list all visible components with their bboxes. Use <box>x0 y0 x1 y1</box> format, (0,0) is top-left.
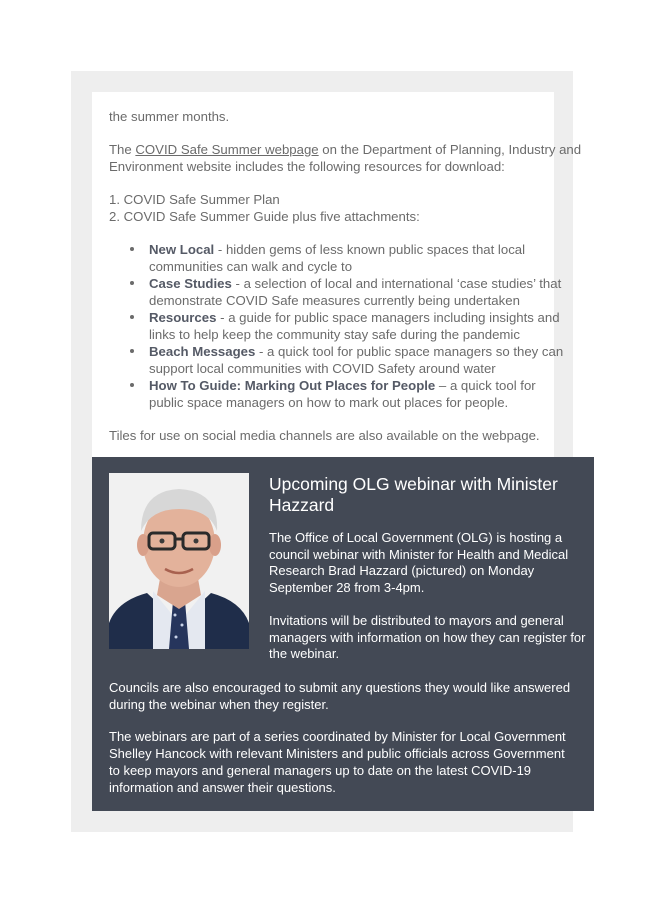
attachments-list <box>109 241 569 411</box>
download-item: 2. COVID Safe Summer Guide plus five attachments: <box>109 209 420 224</box>
webinar-section <box>92 457 594 811</box>
webinar-paragraph: The Office of Local Government (OLG) is hosting a council webinar with Minister for Health and Medical Research Brad Hazzard (pictured) on Monday September 28 from 3-4pm. <box>269 530 569 596</box>
minister-photo <box>109 473 249 649</box>
webinar-paragraph: Councils are also encouraged to submit any questions they would like answered during the webinar when they register. <box>109 680 571 712</box>
minister-portrait-image <box>109 473 249 649</box>
tiles-note: Tiles for use on social media channels are also available on the webpage. <box>109 428 540 443</box>
attachment-item: How To Guide: Marking Out Places for People – a quick tool for public space managers on how to mark out places for people. <box>149 377 569 411</box>
attachment-item: Resources - a guide for public space managers including insights and links to help keep the community stay safe during the pandemic <box>149 309 569 343</box>
attachment-item: Case Studies - a selection of local and international ‘case studies’ that demonstrate COVID Safe measures currently being undertaken <box>149 275 569 309</box>
webinar-heading: Upcoming OLG webinar with Minister Hazzard <box>269 474 558 515</box>
download-item: 1. COVID Safe Summer Plan <box>109 192 280 207</box>
bullet-icon <box>130 383 134 387</box>
bullet-icon <box>130 281 134 285</box>
attachment-item: Beach Messages - a quick tool for public space managers so they can support local communities with COVID Safety around water <box>149 343 569 377</box>
resources-section <box>92 92 582 460</box>
bullet-icon <box>130 247 134 251</box>
resources-paragraph: The COVID Safe Summer webpage on the Department of Planning, Industry and Environment website includes the following resources for download: <box>109 142 582 174</box>
webinar-notes <box>109 680 579 812</box>
covid-safe-summer-link[interactable]: COVID Safe Summer webpage <box>135 142 319 157</box>
downloads-list <box>109 191 629 225</box>
intro-text: the summer months. <box>109 109 230 124</box>
bullet-icon <box>130 315 134 319</box>
attachment-item: New Local - hidden gems of less known public spaces that local communities can walk and cycle to <box>149 241 569 275</box>
webinar-paragraph: Invitations will be distributed to mayors and general managers with information on how they can register for the webinar. <box>269 612 586 662</box>
webinar-details <box>269 530 589 679</box>
bullet-icon <box>130 349 134 353</box>
webinar-paragraph: The webinars are part of a series coordinated by Minister for Local Government Shelley Hancock with relevant Ministers and public officials across Government to keep mayors and general managers up to date on the latest COVID-19 information and answer their questions. <box>109 729 566 795</box>
